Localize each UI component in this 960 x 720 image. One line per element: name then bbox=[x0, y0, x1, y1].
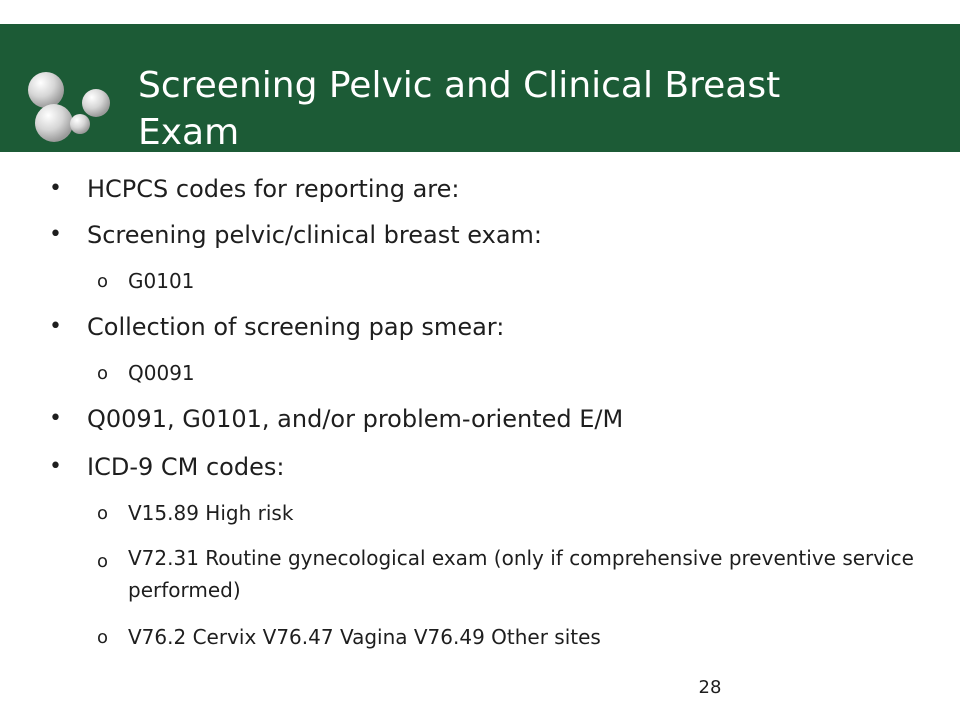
sub-bullet-g0101: o G0101 bbox=[128, 268, 194, 294]
bullet-icd9-codes: • ICD-9 CM codes: bbox=[87, 452, 284, 482]
sub-bullet-v76-codes: o V76.2 Cervix V76.47 Vagina V76.49 Other sites bbox=[128, 624, 601, 650]
bullet-screening-exam: • Screening pelvic/clinical breast exam: bbox=[87, 220, 542, 250]
sub-bullet-q0091: o Q0091 bbox=[128, 360, 195, 386]
sub-bullet-v72-31: o V72.31 Routine gynecological exam (only if comprehensive preventive service performed) bbox=[128, 542, 918, 606]
slide-title: Screening Pelvic and Clinical Breast Exam bbox=[138, 65, 781, 153]
bullet-hcpcs-codes: • HCPCS codes for reporting are: bbox=[87, 174, 459, 204]
page-number: 28 bbox=[698, 677, 722, 698]
bullet-combined-codes: • Q0091, G0101, and/or problem-oriented E/M bbox=[87, 404, 623, 434]
bullet-pap-smear: • Collection of screening pap smear: bbox=[87, 312, 504, 342]
sub-bullet-v15-89: o V15.89 High risk bbox=[128, 500, 293, 526]
